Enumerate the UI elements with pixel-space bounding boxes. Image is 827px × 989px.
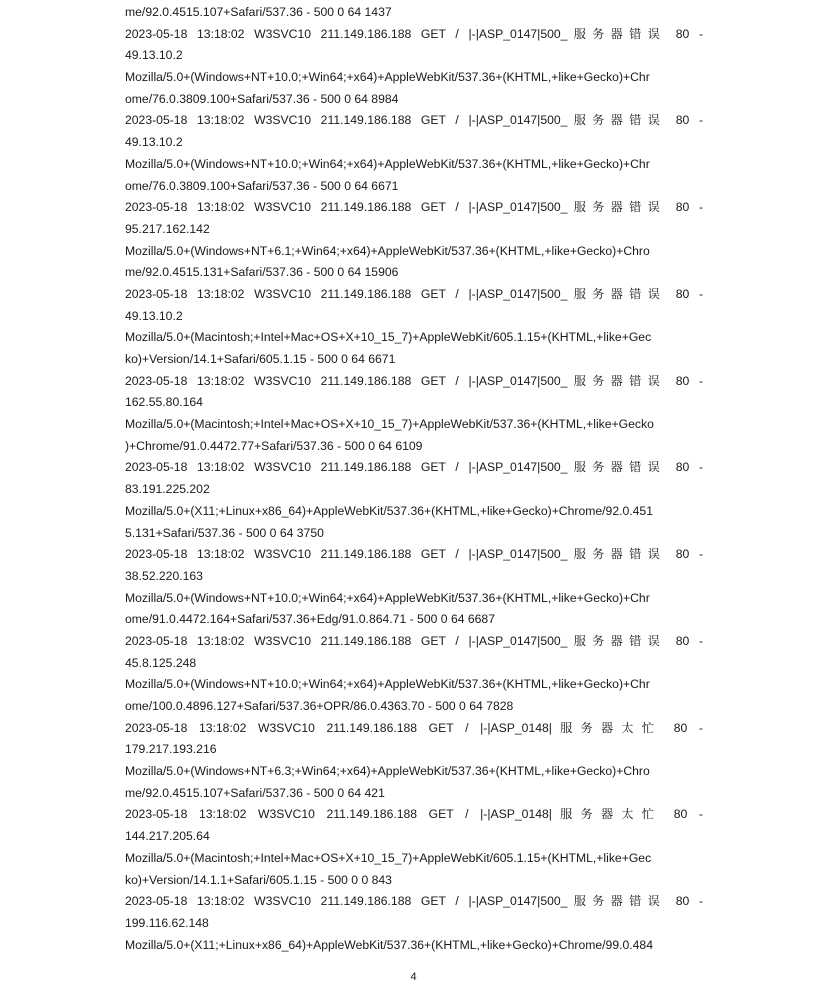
- log-line: 2023-05-18 13:18:02 W3SVC10 211.149.186.188 GET / |-|ASP_0147|500_服务器错误 80 -: [125, 894, 703, 909]
- log-line: 95.217.162.142: [125, 221, 210, 236]
- page-number: 4: [410, 971, 417, 983]
- log-line: 2023-05-18 13:18:02 W3SVC10 211.149.186.188 GET / |-|ASP_0148|服务器太忙 80 -: [125, 720, 703, 735]
- log-line: 2023-05-18 13:18:02 W3SVC10 211.149.186.188 GET / |-|ASP_0147|500_服务器错误 80 -: [125, 26, 703, 41]
- log-line: 2023-05-18 13:18:02 W3SVC10 211.149.186.188 GET / |-|ASP_0147|500_服务器错误 80 -: [125, 373, 703, 388]
- log-line: 49.13.10.2: [125, 308, 183, 323]
- log-line: 2023-05-18 13:18:02 W3SVC10 211.149.186.188 GET / |-|ASP_0147|500_服务器错误 80 -: [125, 113, 703, 128]
- log-line: ome/76.0.3809.100+Safari/537.36 - 500 0 64 6671: [125, 178, 399, 193]
- log-line: 49.13.10.2: [125, 135, 183, 150]
- log-line: 2023-05-18 13:18:02 W3SVC10 211.149.186.188 GET / |-|ASP_0147|500_服务器错误 80 -: [125, 633, 703, 648]
- log-line: 2023-05-18 13:18:02 W3SVC10 211.149.186.188 GET / |-|ASP_0148|服务器太忙 80 -: [125, 807, 703, 822]
- log-line: 199.116.62.148: [125, 915, 209, 930]
- log-line: Mozilla/5.0+(Windows+NT+10.0;+Win64;+x64)+AppleWebKit/537.36+(KHTML,+like+Gecko)+Chr: [125, 677, 650, 692]
- log-line: 49.13.10.2: [125, 48, 183, 63]
- log-line: 144.217.205.64: [125, 829, 210, 844]
- log-line: Mozilla/5.0+(Macintosh;+Intel+Mac+OS+X+10_15_7)+AppleWebKit/605.1.15+(KHTML,+like+Gec: [125, 850, 652, 865]
- log-line: 2023-05-18 13:18:02 W3SVC10 211.149.186.188 GET / |-|ASP_0147|500_服务器错误 80 -: [125, 286, 703, 301]
- log-line: 2023-05-18 13:18:02 W3SVC10 211.149.186.188 GET / |-|ASP_0147|500_服务器错误 80 -: [125, 200, 703, 215]
- log-line: ome/91.0.4472.164+Safari/537.36+Edg/91.0.864.71 - 500 0 64 6687: [125, 612, 495, 627]
- log-line: me/92.0.4515.107+Safari/537.36 - 500 0 64 421: [125, 785, 385, 800]
- log-line: Mozilla/5.0+(Windows+NT+10.0;+Win64;+x64)+AppleWebKit/537.36+(KHTML,+like+Gecko)+Chr: [125, 156, 650, 171]
- log-line: ome/76.0.3809.100+Safari/537.36 - 500 0 64 8984: [125, 91, 399, 106]
- log-line: 2023-05-18 13:18:02 W3SVC10 211.149.186.188 GET / |-|ASP_0147|500_服务器错误 80 -: [125, 460, 703, 475]
- log-line: Mozilla/5.0+(Windows+NT+10.0;+Win64;+x64)+AppleWebKit/537.36+(KHTML,+like+Gecko)+Chr: [125, 590, 650, 605]
- log-line: 83.191.225.202: [125, 482, 210, 497]
- log-line: Mozilla/5.0+(X11;+Linux+x86_64)+AppleWebKit/537.36+(KHTML,+like+Gecko)+Chrome/99.0.484: [125, 937, 653, 952]
- log-line: Mozilla/5.0+(Windows+NT+6.3;+Win64;+x64)+AppleWebKit/537.36+(KHTML,+like+Gecko)+Chro: [125, 764, 650, 779]
- log-line: Mozilla/5.0+(Macintosh;+Intel+Mac+OS+X+10_15_7)+AppleWebKit/537.36+(KHTML,+like+Gecko: [125, 417, 654, 432]
- log-line: me/92.0.4515.107+Safari/537.36 - 500 0 64 1437: [125, 5, 392, 19]
- log-line: ko)+Version/14.1+Safari/605.1.15 - 500 0 64 6671: [125, 352, 396, 366]
- log-line: Mozilla/5.0+(Windows+NT+6.1;+Win64;+x64)+AppleWebKit/537.36+(KHTML,+like+Gecko)+Chro: [125, 243, 650, 258]
- log-line: me/92.0.4515.131+Safari/537.36 - 500 0 64 15906: [125, 265, 399, 280]
- log-line: 162.55.80.164: [125, 395, 203, 410]
- log-line: )+Chrome/91.0.4472.77+Safari/537.36 - 500 0 64 6109: [125, 438, 423, 453]
- log-line: Mozilla/5.0+(Windows+NT+10.0;+Win64;+x64)+AppleWebKit/537.36+(KHTML,+like+Gecko)+Chr: [125, 70, 650, 85]
- log-line: 5.131+Safari/537.36 - 500 0 64 3750: [125, 525, 324, 540]
- log-line: 2023-05-18 13:18:02 W3SVC10 211.149.186.188 GET / |-|ASP_0147|500_服务器错误 80 -: [125, 547, 703, 562]
- log-line: ome/100.0.4896.127+Safari/537.36+OPR/86.0.4363.70 - 500 0 64 7828: [125, 699, 514, 713]
- log-line: Mozilla/5.0+(Macintosh;+Intel+Mac+OS+X+10_15_7)+AppleWebKit/605.1.15+(KHTML,+like+Gec: [125, 330, 652, 345]
- log-line: 45.8.125.248: [125, 655, 197, 670]
- log-line: 38.52.220.163: [125, 568, 203, 583]
- log-line: ko)+Version/14.1.1+Safari/605.1.15 - 500 0 0 843: [125, 872, 392, 887]
- log-text-body: [125, 2, 703, 956]
- log-line: 179.217.193.216: [125, 742, 217, 757]
- log-line: Mozilla/5.0+(X11;+Linux+x86_64)+AppleWebKit/537.36+(KHTML,+like+Gecko)+Chrome/92.0.451: [125, 503, 653, 518]
